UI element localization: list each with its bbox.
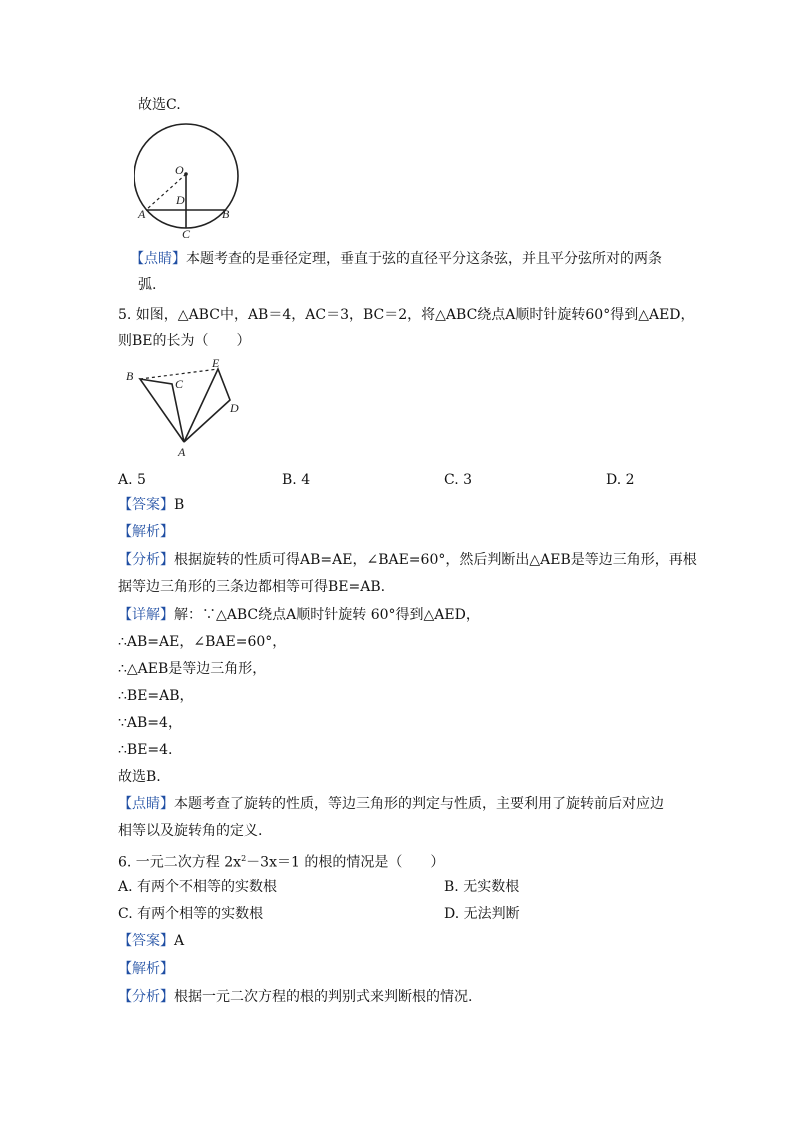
- q5-remark-line1: [118, 795, 664, 813]
- q6-fenxi-line1: [118, 988, 472, 1006]
- q6-stem-sup: 2: [241, 854, 247, 863]
- q5-stem-line1: 5. 如图，△ABC中，AB＝4，AC＝3，BC＝2，将△ABC绕点A顺时针旋转60°得到△AED，: [118, 307, 695, 323]
- label-a: A: [138, 207, 146, 221]
- q5-detail-line5: ∵AB=4，: [118, 715, 182, 731]
- q5-choose: 故选B.: [118, 769, 161, 785]
- q5-answer-value: B: [174, 497, 185, 513]
- q5-option-a: A. 5: [118, 472, 146, 488]
- q5-fenxi-tag: 【分析】: [118, 552, 174, 568]
- remark1-tag: 【点睛】: [130, 251, 186, 267]
- q5-stem-line2: 则BE的长为（ ）: [118, 333, 251, 349]
- label-c: C: [175, 377, 184, 391]
- q5-detail-line1: [118, 606, 480, 624]
- circle-figure: [134, 122, 244, 240]
- label-b: B: [222, 207, 230, 221]
- q5-analysis-tag: 【解析】: [118, 524, 174, 540]
- remark1-text-l1: 本题考查的是垂径定理，垂直于弦的直径平分这条弦，并且平分弦所对的两条: [186, 251, 662, 267]
- q5-remark-tag: 【点睛】: [118, 796, 174, 812]
- label-c: C: [182, 227, 191, 240]
- q6-option-b: B. 无实数根: [444, 879, 520, 895]
- q5-detail-line2: ∴AB=AE，∠BAE=60°，: [118, 634, 287, 650]
- q6-stem-post: －3x＝1 的根的情况是（ ）: [246, 854, 445, 871]
- q6-option-d: D. 无法判断: [444, 906, 520, 922]
- q6-fenxi-text-l1: 根据一元二次方程的根的判别式来判断根的情况.: [174, 989, 473, 1005]
- label-e: E: [212, 356, 220, 370]
- label-o: O: [175, 163, 184, 177]
- q5-fenxi-text-l1: 根据旋转的性质可得AB=AE，∠BAE=60°，然后判断出△AEB是等边三角形，再根: [174, 552, 697, 568]
- q6-option-a: A. 有两个不相等的实数根: [118, 879, 278, 895]
- q5-detail-line6: ∴BE=4.: [118, 742, 173, 758]
- center-dot: [184, 172, 188, 176]
- q5-remark-line2: 相等以及旋转角的定义.: [118, 823, 263, 839]
- q5-remark-text-l1: 本题考查了旋转的性质，等边三角形的判定与性质，主要利用了旋转前后对应边: [174, 796, 664, 812]
- q5-detail-text-l1: 解：∵△ABC绕点A顺时针旋转 60°得到△AED，: [174, 607, 480, 623]
- q5-answer-tag: 【答案】: [118, 497, 174, 513]
- q6-answer-tag: 【答案】: [118, 933, 174, 949]
- q6-stem-pre: 6. 一元二次方程 2x: [118, 854, 242, 871]
- rotation-figure: [120, 356, 244, 460]
- q5-detail-tag: 【详解】: [118, 607, 174, 623]
- q6-option-c: C. 有两个相等的实数根: [118, 906, 264, 922]
- q5-detail-line4: ∴BE=AB，: [118, 688, 194, 704]
- q6-answer: [118, 932, 184, 950]
- q5-option-d: D. 2: [606, 472, 635, 488]
- q5-answer: [118, 496, 184, 514]
- label-b: B: [126, 369, 134, 383]
- label-d: D: [230, 401, 239, 415]
- triangle-aed: [184, 369, 230, 442]
- remark1-line1: [130, 250, 662, 268]
- q5-fenxi-line2: 据等边三角形的三条边都相等可得BE=AB.: [118, 579, 386, 595]
- q6-stem: [118, 850, 444, 872]
- q6-analysis-tag: 【解析】: [118, 961, 174, 977]
- q6-fenxi-tag: 【分析】: [118, 989, 174, 1005]
- q6-answer-value: A: [174, 933, 185, 949]
- remark1-line2: 弧.: [138, 277, 157, 293]
- q5-option-b: B. 4: [282, 472, 311, 488]
- q5-option-c: C. 3: [444, 472, 473, 488]
- choose-c-text: 故选C.: [138, 97, 181, 113]
- q5-fenxi-line1: [118, 551, 697, 569]
- label-d: D: [176, 193, 185, 207]
- label-a: A: [178, 445, 186, 459]
- q5-detail-line3: ∴△AEB是等边三角形，: [118, 661, 267, 677]
